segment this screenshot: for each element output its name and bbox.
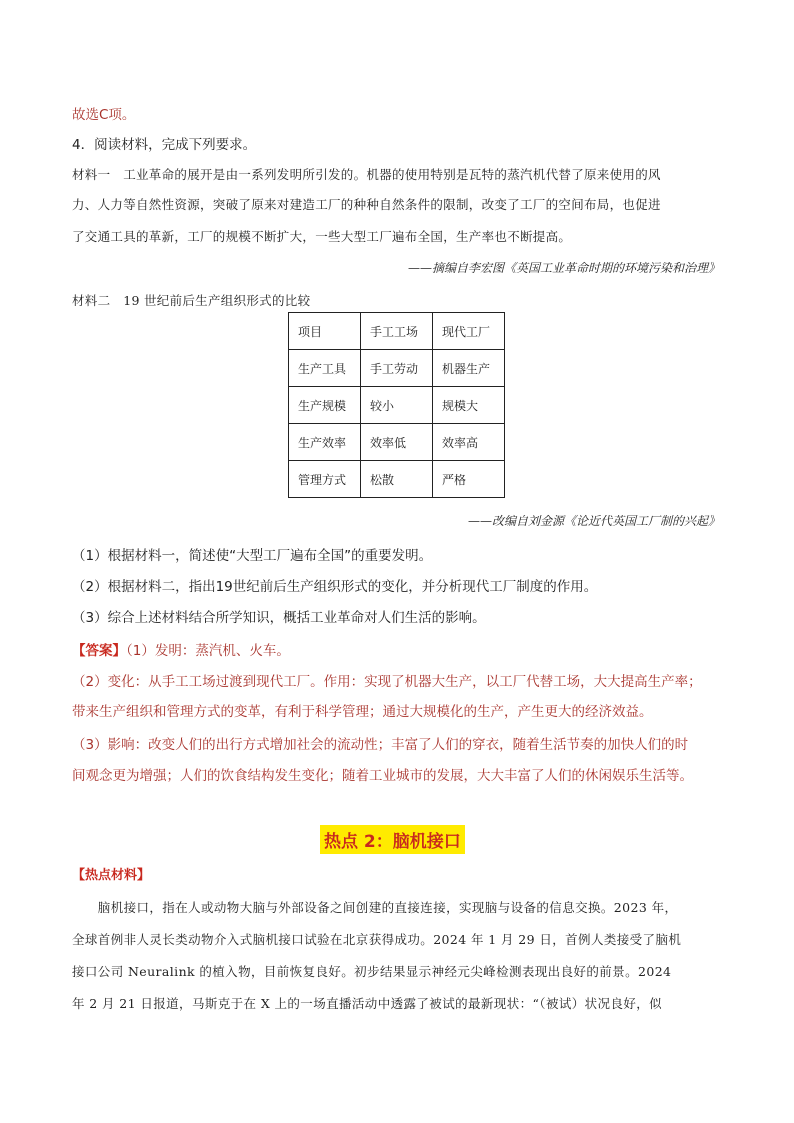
table-row bbox=[289, 350, 505, 387]
table-cell: 规模大 bbox=[433, 387, 505, 424]
conclusion-line: 故选C项。 bbox=[72, 107, 136, 123]
table-cell: 手工劳动 bbox=[361, 350, 433, 387]
table-cell: 松散 bbox=[361, 461, 433, 498]
material-one-source: ——摘编自李宏图《英国工业革命时期的环境污染和治理》 bbox=[407, 261, 720, 275]
table-cell: 生产规模 bbox=[289, 387, 361, 424]
answer-1: （1）发明：蒸汽机、火车。 bbox=[126, 643, 290, 659]
paragraph-line-4: 年 2 月 21 日报道，马斯克于在 X 上的一场直播活动中透露了被试的最新现状：“（被试）状况良好，似 bbox=[72, 996, 663, 1011]
table-cell: 较小 bbox=[361, 387, 433, 424]
table-cell: 效率高 bbox=[433, 424, 505, 461]
section-heading: 热点 2：脑机接口 bbox=[320, 825, 465, 854]
answer-2-line-1: （2）变化：从手工工场过渡到现代工厂。作用：实现了机器大生产，以工厂代替工场，大大提高生产率； bbox=[72, 674, 702, 690]
answer-3-line-2: 间观念更为增强；人们的饮食结构发生变化；随着工业城市的发展，大大丰富了人们的休闲娱乐生活等。 bbox=[72, 768, 693, 784]
answer-3-line-1: （3）影响：改变人们的出行方式增加社会的流动性；丰富了人们的穿衣，随着生活节奏的加快人们的时 bbox=[72, 737, 689, 753]
material-one-line-3: 了交通工具的革新，工厂的规模不断扩大，一些大型工厂遍布全国，生产率也不断提高。 bbox=[72, 229, 572, 244]
table-cell: 严格 bbox=[433, 461, 505, 498]
question-3: （3）综合上述材料结合所学知识，概括工业革命对人们生活的影响。 bbox=[72, 610, 486, 626]
table-row bbox=[289, 313, 505, 350]
table-cell: 项目 bbox=[289, 313, 361, 350]
comparison-table bbox=[288, 312, 505, 498]
material-two-title: 材料二 19 世纪前后生产组织形式的比较 bbox=[72, 293, 311, 308]
table-cell: 生产工具 bbox=[289, 350, 361, 387]
material-one-line-2: 力、人力等自然性资源，突破了原来对建造工厂的种种自然条件的限制，改变了工厂的空间布局，也促进 bbox=[72, 197, 661, 212]
answer-1-line bbox=[72, 639, 290, 659]
table-row bbox=[289, 461, 505, 498]
paragraph-line-2: 全球首例非人灵长类动物介入式脑机接口试验在北京获得成功。2024 年 1 月 29 日，首例人类接受了脑机 bbox=[72, 932, 682, 947]
answer-2-line-2: 带来生产组织和管理方式的变革，有利于科学管理；通过大规模化的生产，产生更大的经济效益。 bbox=[72, 704, 653, 720]
table-cell: 机器生产 bbox=[433, 350, 505, 387]
table-row bbox=[289, 387, 505, 424]
material-one-line-1: 材料一 工业革命的展开是由一系列发明所引发的。机器的使用特别是瓦特的蒸汽机代替了原来使用的风 bbox=[72, 167, 661, 182]
answer-label: 【答案】 bbox=[72, 643, 126, 659]
paragraph-line-1: 脑机接口，指在人或动物大脑与外部设备之间创建的直接连接，实现脑与设备的信息交换。2023 年， bbox=[72, 900, 678, 915]
question-title: 4．阅读材料，完成下列要求。 bbox=[72, 137, 257, 153]
table-cell: 管理方式 bbox=[289, 461, 361, 498]
hot-material-tag: 【热点材料】 bbox=[72, 868, 151, 883]
material-two-source: ——改编自刘金源《论近代英国工厂制的兴起》 bbox=[467, 514, 720, 528]
table-cell: 生产效率 bbox=[289, 424, 361, 461]
table-cell: 手工工场 bbox=[361, 313, 433, 350]
table-row bbox=[289, 424, 505, 461]
question-2: （2）根据材料二，指出19世纪前后生产组织形式的变化，并分析现代工厂制度的作用。 bbox=[72, 579, 598, 595]
question-1: （1）根据材料一，简述使“大型工厂遍布全国”的重要发明。 bbox=[72, 548, 433, 564]
table-cell: 效率低 bbox=[361, 424, 433, 461]
paragraph-line-3: 接口公司 Neuralink 的植入物，目前恢复良好。初步结果显示神经元尖峰检测表现出良好的前景。2024 bbox=[72, 964, 672, 979]
table-cell: 现代工厂 bbox=[433, 313, 505, 350]
